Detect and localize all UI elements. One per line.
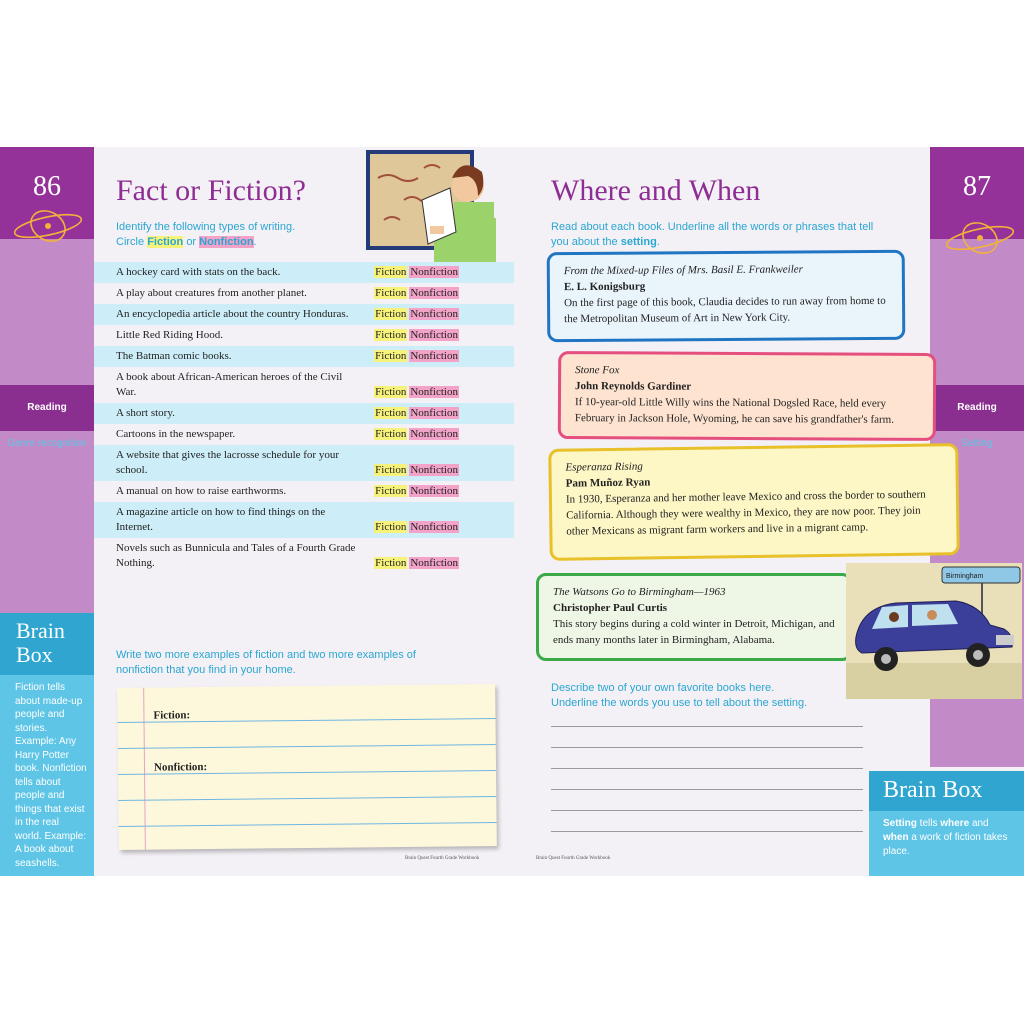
answer-options [372, 349, 459, 364]
page-title-left: Fact or Fiction? [116, 174, 306, 207]
list-item [94, 403, 514, 424]
answer-options [372, 556, 459, 571]
book-author: E. L. Konigsburg [563, 280, 646, 294]
nonfiction-option[interactable]: Nonfiction [410, 464, 458, 476]
item-text: A hockey card with stats on the back. [116, 266, 281, 278]
answer-options [372, 520, 459, 535]
page-number-right: 87 [930, 147, 1024, 239]
item-text: A play about creatures from another planet. [116, 287, 307, 299]
brain-box-word: and [971, 818, 989, 829]
brain-box-left [0, 613, 94, 876]
ruled-line [118, 796, 496, 801]
fiction-option[interactable]: Fiction [375, 329, 407, 341]
brain-box-word: tells [919, 818, 938, 829]
item-text: Novels such as Bunnicula and Tales of a Fourth Grade Nothing. [116, 542, 356, 569]
instructions-line: Describe two of your own favorite books here. [551, 682, 775, 694]
fiction-option[interactable]: Fiction [375, 350, 407, 362]
brain-box-text: Fiction tells about made-up people and stories. Example: Any Harry Potter book. Nonfiction tells about people and things that exist in the real world. Example: A book about seashells. [15, 682, 87, 869]
answer-line[interactable] [551, 726, 863, 727]
answer-line[interactable] [551, 831, 863, 832]
circle-word: Circle [116, 236, 145, 248]
nonfiction-label: Nonfiction: [153, 761, 208, 774]
item-text: A short story. [116, 407, 175, 419]
fiction-word: Fiction [147, 236, 184, 248]
brain-box-text [869, 811, 1024, 859]
fiction-option[interactable]: Fiction [375, 485, 407, 497]
instructions-line: Underline the words you use to tell about the setting. [551, 697, 808, 709]
nonfiction-option[interactable]: Nonfiction [410, 407, 458, 419]
instructions-line: Read about each book. Underline all the words or phrases that tell [551, 221, 874, 233]
section-label-right: Reading [930, 385, 1024, 431]
fiction-option[interactable]: Fiction [375, 287, 407, 299]
list-item [94, 445, 514, 481]
ruled-line [119, 822, 497, 827]
section-label-left: Reading [0, 385, 94, 431]
atom-icon [942, 216, 1022, 260]
answer-options [372, 484, 459, 499]
brain-box-title-line: Box [16, 642, 53, 667]
fact-fiction-list [94, 262, 514, 574]
book-description: In 1930, Esperanza and her mother leave Mexico and cross the border to southern California. Although they were wealthy in Mexico, they are now poor. They join other Mexicans as migrant farm workers and live in a migrant camp. [565, 488, 926, 538]
fiction-option[interactable]: Fiction [375, 521, 407, 533]
nonfiction-word: Nonfiction [199, 236, 254, 248]
item-text: Cartoons in the newspaper. [116, 428, 236, 440]
list-item [94, 367, 514, 403]
street-sign-text: Birmingham [946, 573, 984, 580]
item-text: A magazine article on how to find things on the Internet. [116, 506, 326, 533]
item-text: Little Red Riding Hood. [116, 329, 223, 341]
brain-box-word: a work of fiction takes place. [883, 832, 1008, 857]
nonfiction-option[interactable]: Nonfiction [410, 350, 458, 362]
footer-right: Brain Quest Fourth Grade Workbook [536, 856, 611, 861]
answer-options [372, 265, 459, 280]
fiction-option[interactable]: Fiction [375, 464, 407, 476]
nonfiction-option[interactable]: Nonfiction [410, 266, 458, 278]
fiction-option[interactable]: Fiction [375, 386, 407, 398]
book-card [548, 443, 960, 561]
list-item [94, 502, 514, 538]
fiction-option[interactable]: Fiction [375, 407, 407, 419]
fiction-option[interactable]: Fiction [375, 428, 407, 440]
fiction-label: Fiction: [153, 709, 191, 722]
instructions-right [551, 220, 896, 250]
instructions-text: you about the [551, 236, 618, 248]
book-description: On the first page of this book, Claudia decides to run away from home to the Metropolitan Museum of Art in New York City. [564, 294, 886, 326]
book-title: From the Mixed-up Files of Mrs. Basil E. Frankweiler [563, 263, 803, 278]
book-author: John Reynolds Gardiner [575, 380, 692, 393]
write-instructions: Write two more examples of fiction and two more examples of nonfiction that you find in your home. [116, 649, 416, 676]
nonfiction-option[interactable]: Nonfiction [410, 308, 458, 320]
nonfiction-option[interactable]: Nonfiction [410, 329, 458, 341]
list-item [94, 283, 514, 304]
list-item [94, 325, 514, 346]
fiction-option[interactable]: Fiction [375, 557, 407, 569]
footer-left: Brain Quest Fourth Grade Workbook [405, 856, 480, 861]
nonfiction-option[interactable]: Nonfiction [410, 521, 458, 533]
answer-line[interactable] [551, 810, 863, 811]
book-title: The Watsons Go to Birmingham—1963 [553, 586, 726, 598]
list-item [94, 262, 514, 283]
fiction-option[interactable]: Fiction [375, 266, 407, 278]
book-title: Stone Fox [575, 364, 620, 377]
answer-options [372, 328, 459, 343]
book-description: If 10-year-old Little Willy wins the National Dogsled Race, held every February in Jackson Hole, Wyoming, he can save his grandfather's farm. [574, 396, 895, 426]
book-card [558, 351, 936, 441]
notebook-paper [117, 684, 497, 850]
brain-box-title-line: Brain [16, 618, 65, 643]
brain-box-title: Brain Box [869, 771, 1024, 811]
answer-options [372, 307, 459, 322]
reading-girl-illustration [364, 148, 496, 262]
item-text: A website that gives the lacrosse schedule for your school. [116, 449, 339, 476]
or-word: or [186, 236, 197, 248]
book-description: This story begins during a cold winter in Detroit, Michigan, and ends many months later in Birmingham, Alabama. [553, 618, 835, 646]
subsection-label-right: Setting [961, 438, 993, 449]
ruled-line [118, 744, 496, 749]
item-text: The Batman comic books. [116, 350, 232, 362]
nonfiction-option[interactable]: Nonfiction [410, 287, 458, 299]
answer-options [372, 286, 459, 301]
car-illustration [846, 563, 1022, 699]
setting-word: setting [620, 236, 657, 248]
brain-box-title [0, 613, 94, 675]
nonfiction-option[interactable]: Nonfiction [410, 485, 458, 497]
nonfiction-option[interactable]: Nonfiction [410, 386, 458, 398]
item-text: A book about African-American heroes of the Civil War. [116, 371, 343, 398]
instructions-line: Identify the following types of writing. [116, 221, 296, 233]
list-item [94, 538, 514, 574]
book-card [547, 250, 906, 342]
atom-icon [10, 204, 90, 248]
list-item [94, 481, 514, 502]
book-author: Pam Muñoz Ryan [565, 476, 651, 490]
item-text: A manual on how to raise earthworms. [116, 485, 287, 497]
answer-options [372, 406, 459, 421]
list-item [94, 304, 514, 325]
setting-term: Setting [883, 818, 917, 829]
describe-instructions [551, 681, 851, 711]
item-text: An encyclopedia article about the country Honduras. [116, 308, 349, 320]
instructions-line: you about the setting. [551, 236, 660, 248]
instructions-line [116, 235, 346, 250]
fiction-option[interactable]: Fiction [375, 308, 407, 320]
answer-options [372, 427, 459, 442]
where-term: where [940, 818, 970, 829]
list-item [94, 346, 514, 367]
page-number-left: 86 [0, 147, 94, 239]
when-term: when [883, 832, 909, 843]
instructions-left [116, 220, 346, 250]
list-item [94, 424, 514, 445]
period: . [253, 236, 257, 248]
book-author: Christopher Paul Curtis [553, 602, 668, 614]
answer-options [372, 463, 459, 478]
book-title: Esperanza Rising [565, 460, 643, 474]
nonfiction-option[interactable]: Nonfiction [410, 428, 458, 440]
answer-line[interactable] [551, 768, 863, 769]
book-card [536, 573, 852, 661]
answer-options [372, 385, 459, 400]
brain-box-right [869, 771, 1024, 876]
page-title-right: Where and When [551, 174, 761, 207]
answer-line[interactable] [551, 789, 863, 790]
nonfiction-option[interactable]: Nonfiction [410, 557, 458, 569]
subsection-label-left: Genre recognition [7, 438, 87, 449]
answer-line[interactable] [551, 747, 863, 748]
